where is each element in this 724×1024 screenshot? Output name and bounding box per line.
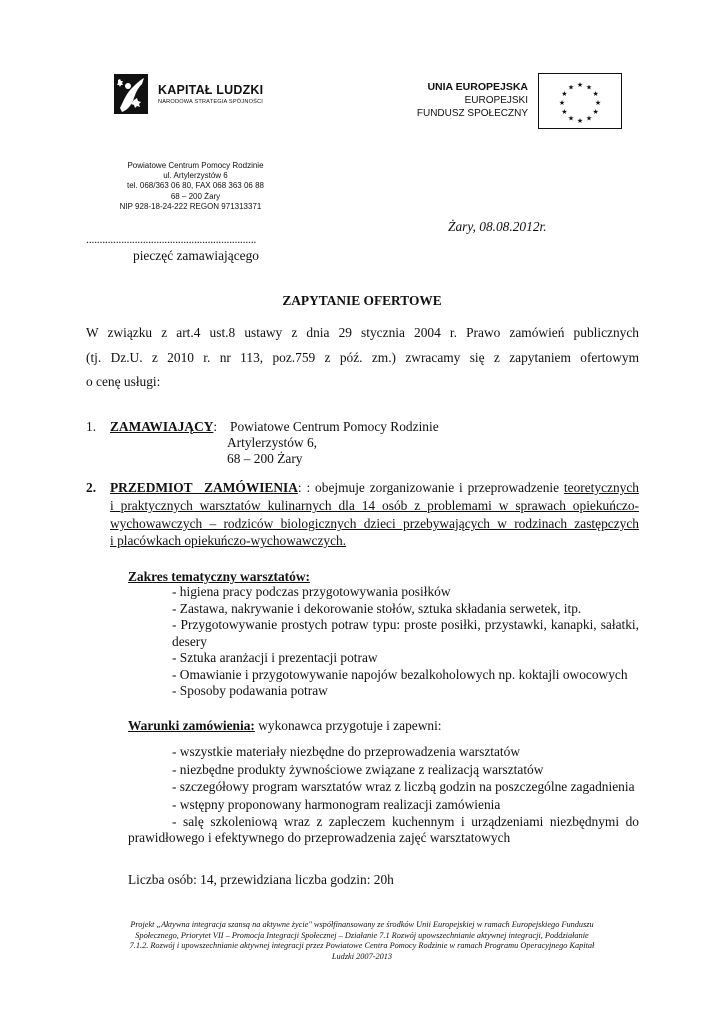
warunki-heading: Warunki zamówienia: [128,718,255,733]
kapital-ludzki-logo [110,70,310,122]
section1-line: Powiatowe Centrum Pomocy Rodzinie [230,419,439,434]
section2-text-underlined: teoretycznych [563,480,639,495]
svg-text:★: ★ [561,90,568,98]
footer-line: 7.1.2. Rozwój i upowszechnianie aktywnej integracji przez Powiatowe Centra Pomocy Rodzinie w ramach Programu Operacyjnego Kapitał [129,941,595,950]
eu-flag-icon [538,73,622,129]
section1-colon: : [213,419,218,434]
sender-line: NIP 928-18-24-222 REGON 971313371 [119,201,262,211]
warunki-heading-line [128,718,442,734]
kapital-ludzki-name: KAPITAŁ LUDZKI [158,83,264,97]
svg-text:★: ★ [567,83,575,92]
list-item: - wszystkie materiały niezbędne do przeprowadzenia warsztatów [172,744,521,759]
section2-label: PRZEDMIOT ZAMÓWIENIA [110,480,298,495]
eu-line1: UNIA EUROPEJSKA [427,81,528,93]
eu-line3: FUNDUSZ SPOŁECZNY [416,108,528,119]
svg-text:★: ★ [592,108,599,116]
section1-line: 68 – 200 Żary [227,451,303,466]
intro-line1: W związku z art.4 ust.8 ustawy z dnia 29 stycznia 2004 r. Prawo zamówień publicznych [86,325,639,340]
section1-label: ZAMAWIAJĄCY [110,419,214,434]
list-item: - higiena pracy podczas przygotowywania posiłków [172,584,451,599]
svg-text:★: ★ [558,99,566,107]
svg-text:★: ★ [594,99,602,107]
warunki-continuation: prawidłowego i efektywnego do przeprowadzenia zajęć warsztatowych [128,830,511,845]
footer-line: Projekt „Aktywna integracja szansą na aktywne życie" współfinansowany ze środków Unii Europejskiej w ramach Europejskiego Funduszu [130,920,594,929]
list-item: - wstępny proponowany harmonogram realizacji zamówienia [172,796,501,812]
sender-line: ul. Artylerzystów 6 [163,171,228,181]
sender-line: tel. 068/363 06 80, FAX 068 363 06 88 [127,181,264,191]
kapital-ludzki-emblem-icon [110,70,152,118]
svg-text:★: ★ [576,117,584,125]
section1-number: 1. [86,419,97,434]
section2-line3: wychowawczych – rodziców biologicznych dzieci przebywających w rodzinach zastępczych [110,516,639,531]
stamp-label: pieczęć zamawiającego [133,248,260,263]
eu-line2: EUROPEJSKI [464,95,528,106]
intro-line3: o cenę usługi: [86,374,161,389]
svg-text:★: ★ [585,83,593,92]
section2-line4: i placówkach opiekuńczo-wychowawczych. [110,533,347,548]
section2-number: 2. [86,480,97,495]
sender-line: 68 – 200 Żary [170,191,221,201]
section2-line2: i praktycznych warsztatów kulinarnych dla 14 osób z problemami w sprawach opiekuńczo- [110,498,639,513]
eu-text-block [400,81,528,120]
section2-line1 [110,480,639,496]
svg-text:★: ★ [567,114,575,123]
zakres-heading: Zakres tematyczny warsztatów: [128,569,310,584]
liczba-osob: Liczba osób: 14, przewidziana liczba godzin: 20h [128,872,394,887]
warunki-list [172,743,639,831]
svg-text:★: ★ [561,108,568,116]
list-item: - Omawianie i przygotowywanie napojów bezalkoholowych np. koktajli owocowych [172,666,628,682]
footer-note [70,920,654,962]
sender-address [118,161,273,212]
list-item: desery [172,633,207,649]
stamp-dots: ............................................................... [86,232,257,246]
section1-line: Artylerzystów 6, [227,435,317,450]
list-item: - Zastawa, nakrywanie i dekorowanie stołów, sztuka składania serwetek, itp. [172,600,582,616]
list-item: - Przygotowywanie prostych potraw typu: proste posiłki, przystawki, kanapki, sałatki, [172,617,639,632]
section2-colon: : : [297,480,311,495]
zakres-list [172,584,639,700]
section1-heading [110,419,217,435]
page-title: ZAPYTANIE OFERTOWE [282,293,442,308]
list-item: - Sztuka aranżacji i prezentacji potraw [172,650,378,665]
section2-text: obejmuje zorganizowanie i przeprowadzenie [315,480,560,495]
sender-line: Powiatowe Centrum Pomocy Rodzinie [127,161,264,170]
intro-line2: (tj. Dz.U. z 2010 r. nr 113, poz.759 z póź. zm.) zwracamy się z zapytaniem ofertowym [86,350,639,365]
kapital-ludzki-subtitle: NARODOWA STRATEGIA SPÓJNOŚCI [158,99,264,105]
date: Żary, 08.08.2012r. [448,219,547,234]
svg-text:★: ★ [592,90,599,98]
footer-line: Ludzki 2007-2013 [331,951,393,961]
svg-text:★: ★ [576,81,584,89]
warunki-heading-rest: wykonawca przygotuje i zapewni: [254,718,442,733]
footer-line: Społecznego, Priorytet VII – Promocja Integracji Społecznej – Działanie 7.1 Rozwój upowszechnianie aktywnej integracji, Poddziałanie [135,930,589,940]
list-item: - salę szkoleniową wraz z zapleczem kuchennym i urządzeniami niezbędnymi do [172,814,639,830]
list-item: - szczegółowy program warsztatów wraz z liczbą godzin na poszczególne zagadnienia [172,779,635,795]
svg-text:★: ★ [585,114,593,123]
list-item: - Sposoby podawania potraw [172,683,328,698]
list-item: - niezbędne produkty żywnościowe związane z realizacją warsztatów [172,761,544,777]
